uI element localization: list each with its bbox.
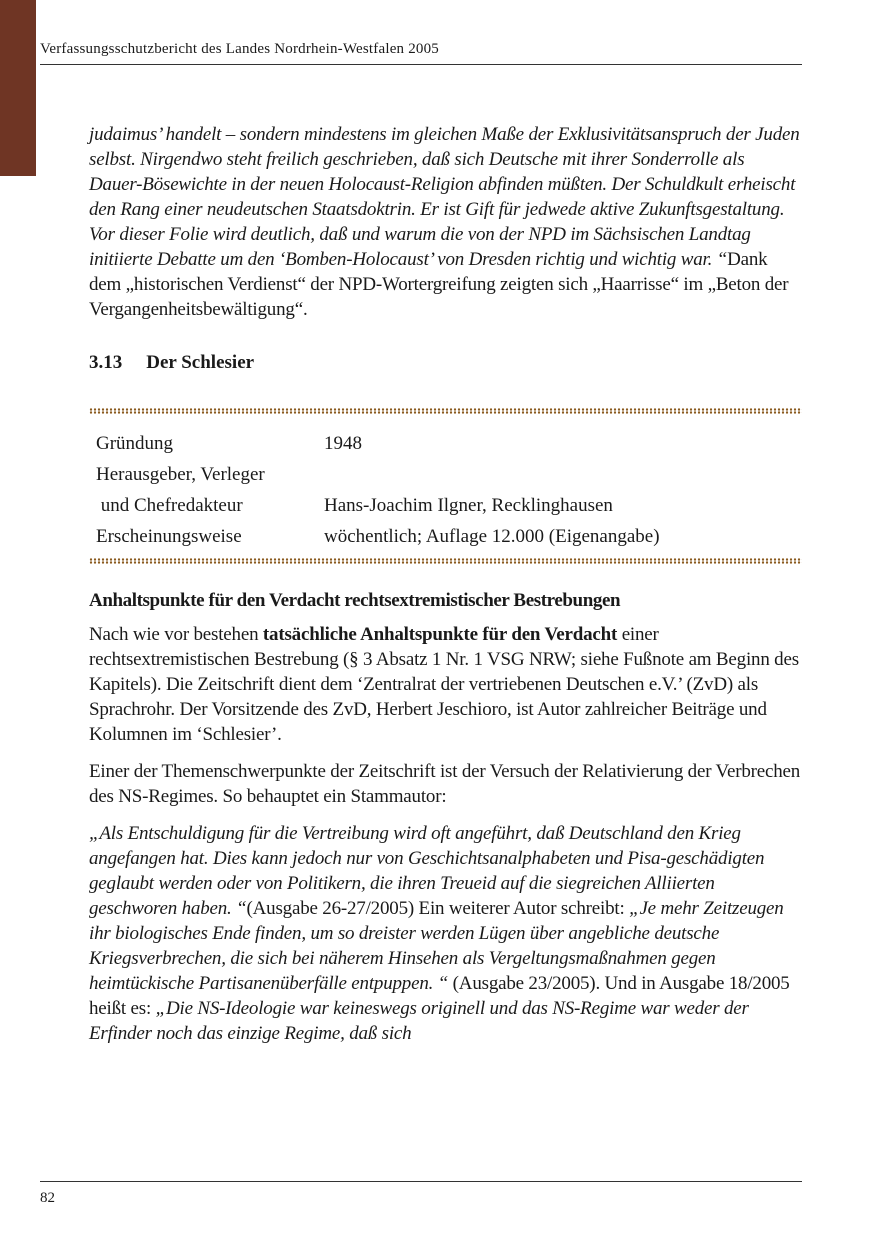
info-value: 1948	[324, 432, 362, 454]
dotted-divider-bottom	[89, 558, 802, 564]
info-value: Hans-Joachim Ilgner, Recklinghausen	[324, 494, 613, 516]
info-value	[324, 459, 660, 490]
continuation-quote: judaimus’ handelt – sondern mindestens im gleichen Maße der Exklusivitätsanspruch der Juden selbst. Nirgendwo steht freilich geschrieben, daß sich Deutsche mit ihrer Sonderrolle als Dauer-Bösewichte in der neuen Holocaust-Religion abfinden müßten. Der Schuldkult erheischt den Rang einer neudeutschen Staatsdoktrin. Er ist Gift für jedwede aktive Zukunftsgestaltung. Vor dieser Folie wird deutlich, daß und warum die von der NPD im Sächsischen Landtag initiierte Debatte um den ‘Bomben-Holocaust’ von Dresden richtig und wichtig war. “	[89, 124, 800, 270]
paragraph-text: einer rechtsextremistischen Bestrebung (§ 3 Absatz 1 Nr. 1 VSG NRW; siehe Fußnote am Beginn des Kapitels). Die Zeitschrift dient dem ‘Zentralrat der vertriebenen Deutschen e.V.’ (ZvD) als Sprachrohr. Der Vorsitzende des ZvD, Herbert Jeschioro, ist Autor zahlreicher Beiträge und Kolumnen im ‘Schlesier’.	[89, 624, 799, 745]
section-heading	[89, 352, 802, 374]
continuation-text: Dank dem „historischen Verdienst“ der NPD-Wortergreifung zeigten sich „Haarrisse“ im „Beton der Vergangenheitsbewältigung“.	[89, 249, 789, 320]
section-number: 3.13	[89, 352, 123, 373]
chapter-color-bar	[0, 0, 36, 176]
subheading: Anhaltspunkte für den Verdacht rechtsextremistischer Bestrebungen	[89, 590, 621, 611]
quote: „Die NS-Ideologie war keineswegs originell und das NS-Regime war weder der Erfinder noch das einzige Regime, daß sich	[89, 998, 749, 1044]
info-label: und Chefredakteur	[96, 494, 243, 516]
paragraph-text: (Ausgabe 23/2005). Und in Ausgabe 18/2005 heißt es:	[89, 973, 790, 1019]
page-number: 82	[40, 1190, 55, 1206]
info-row	[96, 459, 660, 490]
info-label: Gründung	[96, 432, 174, 454]
running-header: Verfassungsschutzbericht des Landes Nordrhein-Westfalen 2005	[40, 41, 440, 57]
info-row	[96, 490, 660, 521]
paragraph: Einer der Themenschwerpunkte der Zeitschrift ist der Versuch der Relativierung der Verbrechen des NS-Regimes. So behauptet ein Stammautor:	[89, 761, 801, 807]
info-row	[96, 521, 660, 552]
dotted-divider-top	[89, 408, 802, 414]
footer-rule	[40, 1181, 802, 1182]
continuation-paragraph	[89, 122, 802, 322]
section-title: Der Schlesier	[146, 352, 255, 373]
header-rule	[40, 64, 802, 65]
paragraph-text: (Ausgabe 26-27/2005) Ein weiterer Autor schreibt:	[246, 898, 630, 919]
info-label: Herausgeber, Verleger	[96, 463, 265, 485]
info-row	[96, 428, 660, 459]
paragraph	[89, 622, 802, 747]
paragraph-text: Nach wie vor bestehen	[89, 624, 263, 645]
main-content	[89, 122, 802, 1046]
quote: „Als Entschuldigung für die Vertreibung wird oft angeführt, daß Deutschland den Krieg angefangen hat. Dies kann jedoch nur von Geschichtsanalphabeten und Pisa-geschädigten geglaubt werden oder von Politikern, die ihren Treueid auf die siegreichen Alliierten geschworen haben. “	[89, 823, 765, 919]
info-label: Erscheinungsweise	[96, 525, 242, 547]
paragraph-bold-text: tatsächliche Anhaltspunkte für den Verdacht	[262, 624, 618, 645]
info-value: wöchentlich; Auflage 12.000 (Eigenangabe)	[324, 525, 660, 547]
quote: „Je mehr Zeitzeugen ihr biologisches Ende finden, um so dreister werden Lügen über angebliche deutsche Kriegsverbrechen, die sich bei näherem Hinsehen als Vergeltungsmaßnahmen gegen heimtückische Partisanenüberfälle entpuppen. “	[89, 898, 784, 994]
info-table	[96, 428, 660, 552]
quote-paragraph	[89, 821, 802, 1046]
